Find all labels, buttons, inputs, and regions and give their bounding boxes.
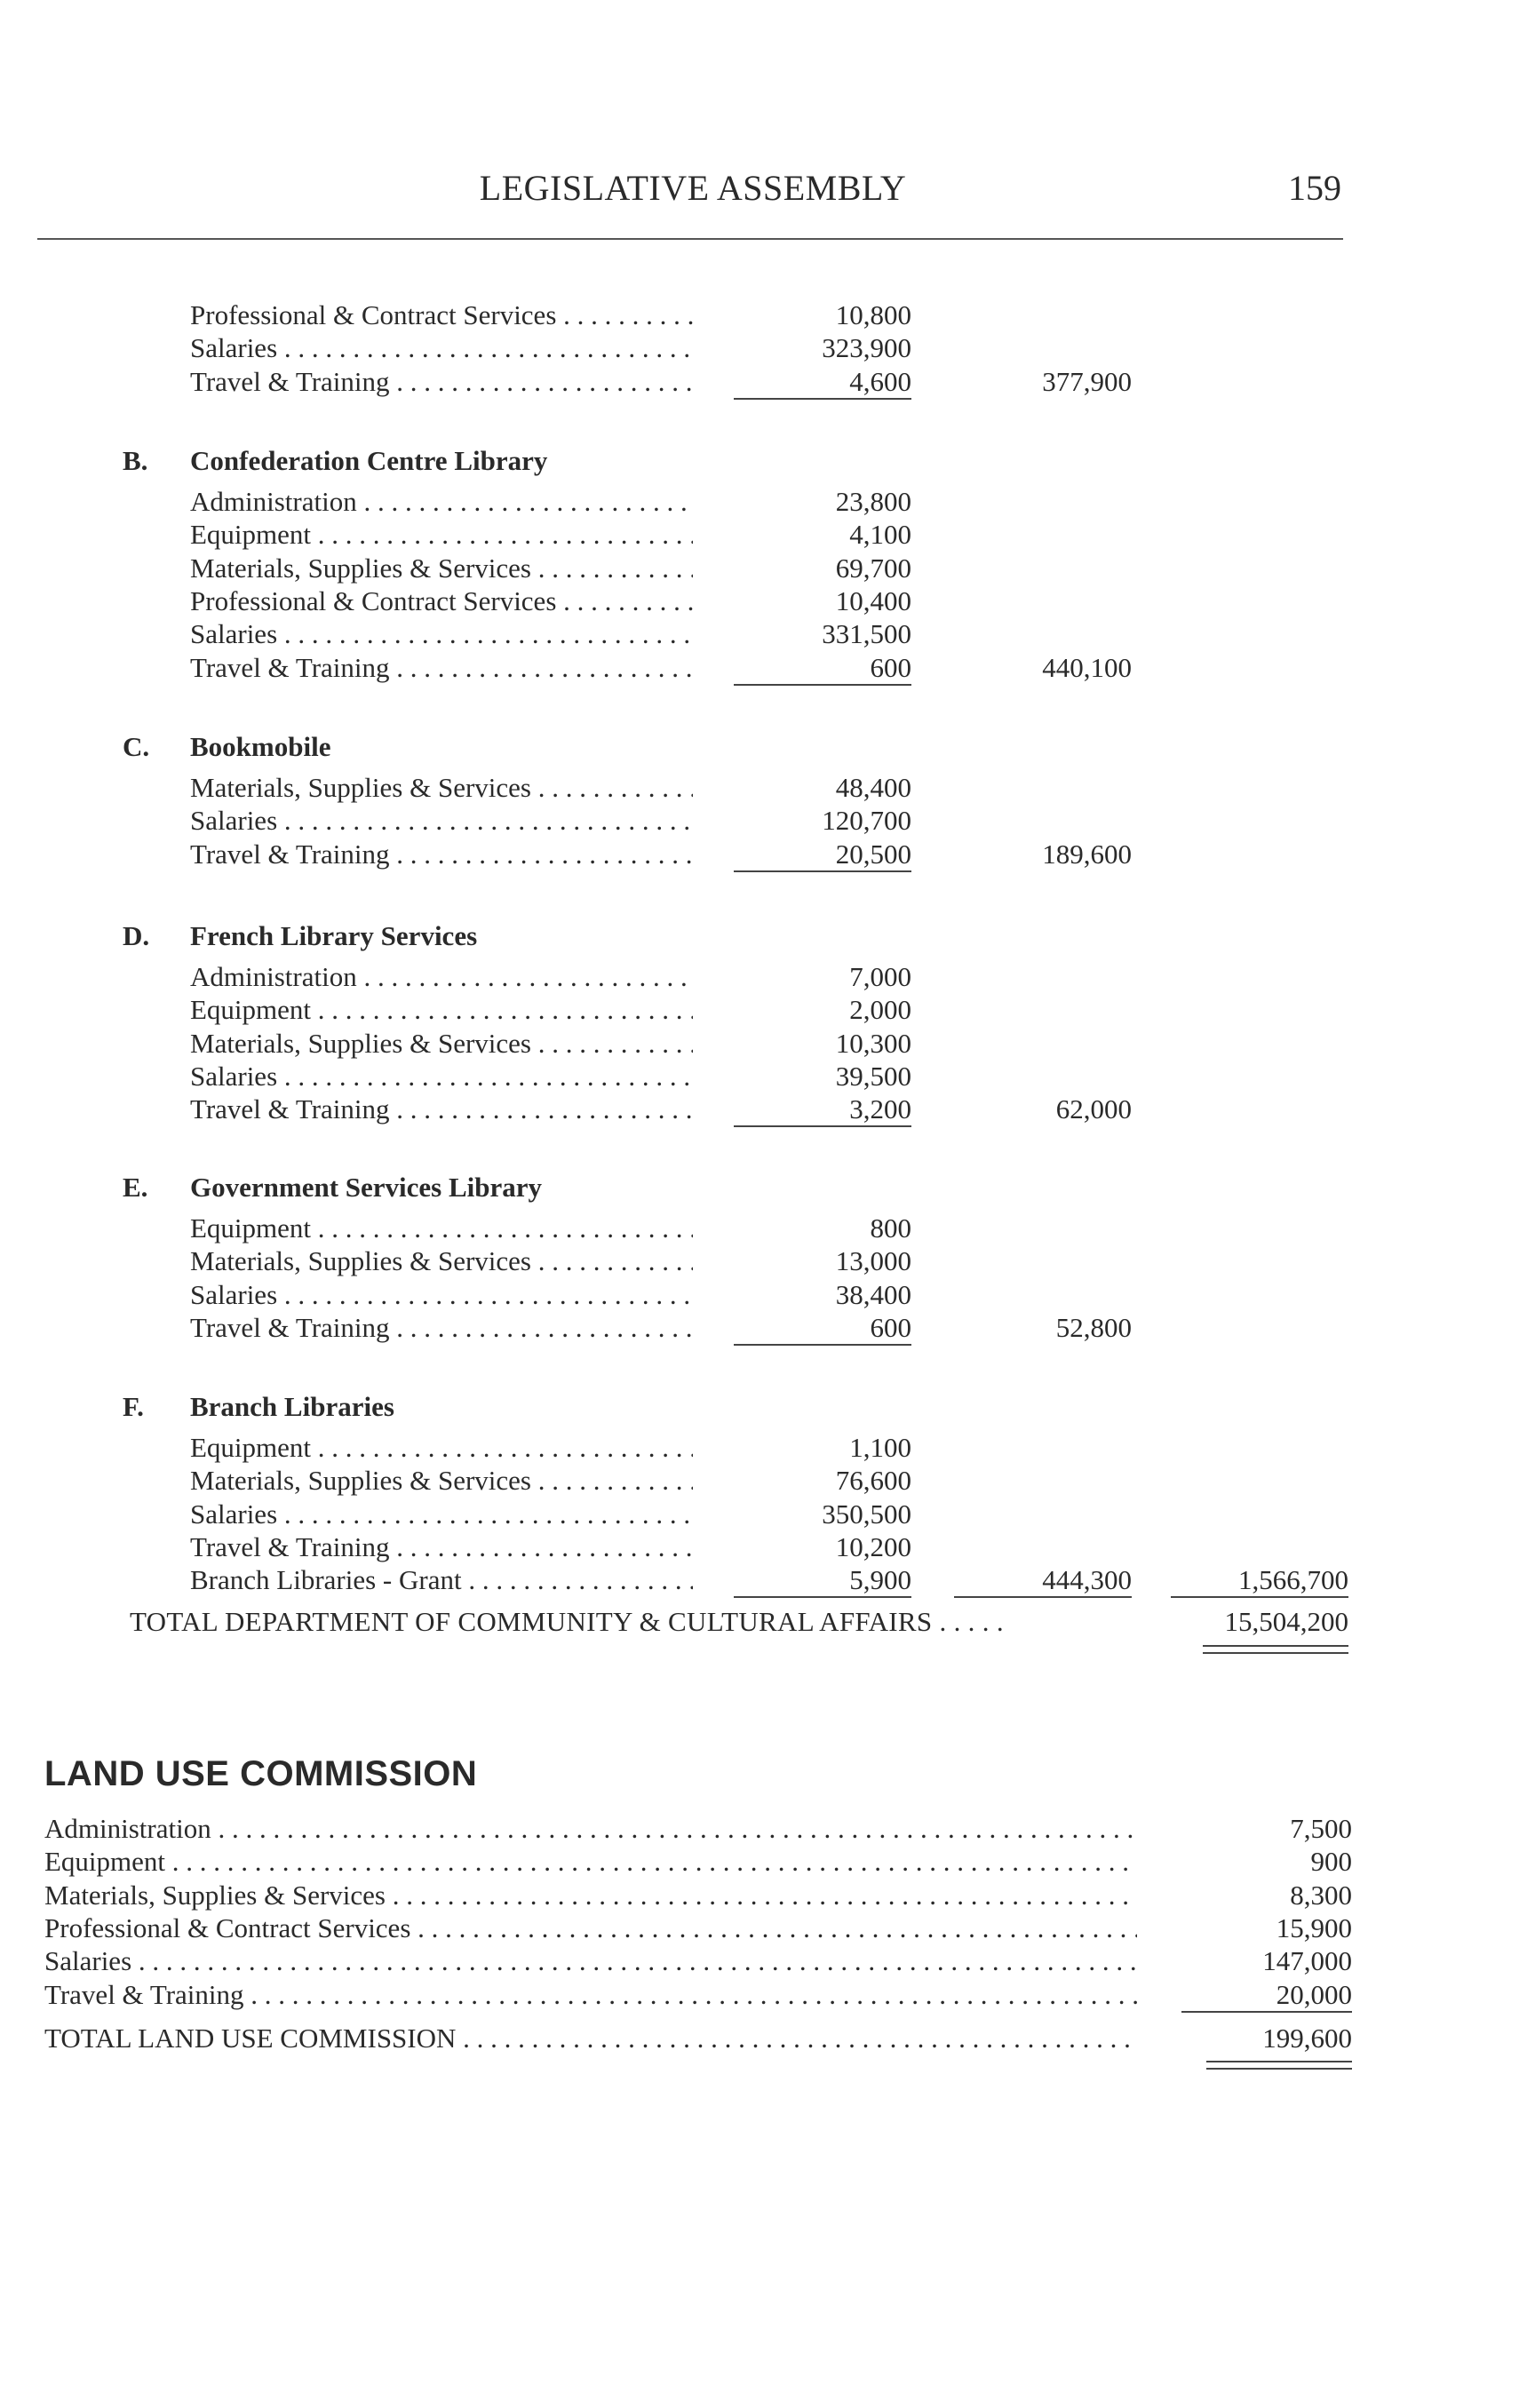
land-use-row [0,1944,1527,1977]
row-label: Salaries . . . [190,804,693,837]
land-use-label: Travel & Training . . . [44,1978,1137,2011]
land-use-row [0,1845,1527,1878]
row-amount: 331,500 [822,618,911,650]
land-use-amount: 900 [1310,1846,1352,1878]
budget-row [0,1311,1527,1344]
section-heading [0,444,1527,477]
budget-row [0,518,1527,551]
budget-row [0,298,1527,331]
row-amount: 38,400 [835,1278,911,1310]
budget-row [0,1027,1527,1060]
row-amount: 10,300 [835,1027,911,1059]
budget-row [0,651,1527,684]
budget-row [0,1278,1527,1311]
row-amount: 69,700 [835,552,911,584]
row-label: Travel & Training . . . [190,838,693,870]
land-use-row [0,1911,1527,1944]
land-use-row [0,1978,1527,2011]
row-amount: 10,400 [835,584,911,616]
section-title: Government Services Library [190,1172,543,1203]
page-number: 159 [1288,168,1341,208]
row-amount: 23,800 [835,486,911,517]
section-title: Branch Libraries [190,1391,394,1422]
section-subtotal: 189,600 [1042,838,1132,870]
section-heading [0,919,1527,952]
land-use-total-amount: 199,600 [1262,2022,1352,2054]
budget-row [0,1464,1527,1497]
row-amount: 39,500 [835,1060,911,1092]
land-use-total-row [0,2022,1527,2054]
row-label: Travel & Training . . . [190,1093,693,1125]
row-amount: 20,500 [734,838,911,872]
land-use-amount: 15,900 [1276,1911,1352,1943]
section-heading [0,1171,1527,1204]
section-subtotal: 52,800 [1055,1311,1132,1343]
row-label: Salaries . . . [190,331,693,364]
row-amount: 10,200 [835,1530,911,1562]
land-use-heading: LAND USE COMMISSION [44,1754,478,1793]
row-amount: 76,600 [835,1465,911,1497]
land-use-label: Professional & Contract Services . . . [44,1911,1137,1944]
row-label: Branch Libraries - Grant . . . [190,1563,693,1596]
land-use-amount: 8,300 [1290,1879,1352,1911]
row-amount: 350,500 [822,1498,911,1530]
row-label: Salaries . . . [190,1498,693,1530]
row-amount: 600 [734,1311,911,1346]
section-letter: B. [123,445,148,476]
row-label: Equipment . . . [190,518,693,551]
budget-row [0,1212,1527,1244]
budget-row [0,331,1527,364]
row-amount: 10,800 [835,299,911,330]
land-use-total-label: TOTAL LAND USE COMMISSION . . . [44,2022,1137,2054]
department-total-amount: 15,504,200 [1224,1606,1348,1637]
row-label: Salaries . . . [190,617,693,650]
section-title: Confederation Centre Library [190,445,548,476]
budget-row [0,960,1527,993]
section-heading [0,730,1527,763]
budget-row [0,584,1527,617]
land-use-total-double-rule [1206,2061,1352,2070]
budget-row [0,1060,1527,1093]
row-label: Materials, Supplies & Services . . . [190,552,693,584]
row-label: Materials, Supplies & Services . . . [190,1027,693,1060]
row-label: Administration . . . [190,485,693,518]
row-label: Travel & Training . . . [190,1530,693,1563]
budget-row [0,485,1527,518]
row-label: Salaries . . . [190,1278,693,1311]
budget-row [0,617,1527,650]
row-amount: 600 [734,651,911,686]
land-use-label: Materials, Supplies & Services . . . [44,1879,1137,1911]
budget-row [0,804,1527,837]
row-amount: 1,100 [849,1432,911,1463]
row-amount: 120,700 [822,805,911,837]
row-amount: 800 [870,1212,911,1244]
land-use-amount: 20,000 [1181,1978,1352,2013]
budget-row [0,1431,1527,1464]
budget-row [0,993,1527,1026]
row-label: Equipment . . . [190,1431,693,1464]
row-amount: 323,900 [822,332,911,364]
row-label: Materials, Supplies & Services . . . [190,771,693,804]
budget-row [0,1244,1527,1277]
row-label: Equipment . . . [190,1212,693,1244]
budget-row [0,552,1527,584]
group-total: 1,566,700 [1171,1563,1348,1598]
row-label: Professional & Contract Services . . . [190,298,693,331]
department-total-text: TOTAL DEPARTMENT OF COMMUNITY & CULTURAL AFFAIRS [130,1606,933,1637]
land-use-amount: 7,500 [1290,1813,1352,1844]
section-title: French Library Services [190,920,478,951]
row-label: Equipment . . . [190,993,693,1026]
section-letter: C. [123,731,150,762]
row-amount: 3,200 [734,1093,911,1127]
row-label: Travel & Training . . . [190,365,693,398]
budget-row [0,1563,1527,1596]
section-subtotal: 377,900 [1042,365,1132,397]
budget-row [0,1530,1527,1563]
section-letter: F. [123,1391,144,1422]
section-subtotal: 440,100 [1042,651,1132,683]
row-amount: 13,000 [835,1245,911,1277]
row-label: Salaries . . . [190,1060,693,1093]
land-use-label: Administration . . . [44,1812,1137,1845]
section-subtotal: 444,300 [954,1563,1132,1598]
row-label: Professional & Contract Services . . . [190,584,693,617]
department-total-label: TOTAL DEPARTMENT OF COMMUNITY & CULTURAL AFFAIRS . . . . . [130,1606,1004,1637]
row-label: Materials, Supplies & Services . . . [190,1244,693,1277]
section-letter: E. [123,1172,148,1203]
row-label: Travel & Training . . . [190,651,693,684]
header-rule [37,238,1343,240]
section-title: Bookmobile [190,731,331,762]
row-label: Travel & Training . . . [190,1311,693,1344]
land-use-amount: 147,000 [1262,1945,1352,1977]
section-letter: D. [123,920,150,951]
row-label: Materials, Supplies & Services . . . [190,1464,693,1497]
row-amount: 4,600 [734,365,911,400]
budget-row [0,771,1527,804]
row-amount: 48,400 [835,772,911,803]
row-label: Administration . . . [190,960,693,993]
section-subtotal: 62,000 [1055,1093,1132,1125]
row-amount: 5,900 [734,1563,911,1598]
budget-row [0,1093,1527,1125]
budget-row [0,838,1527,870]
page-header-title: LEGISLATIVE ASSEMBLY [479,168,907,208]
section-heading [0,1390,1527,1423]
row-amount: 2,000 [849,994,911,1026]
department-total-double-rule [1203,1645,1348,1654]
row-amount: 4,100 [849,519,911,551]
row-amount: 7,000 [849,961,911,992]
budget-row [0,365,1527,398]
land-use-row [0,1812,1527,1845]
land-use-label: Salaries . . . [44,1944,1137,1977]
land-use-label: Equipment . . . [44,1845,1137,1878]
land-use-row [0,1879,1527,1911]
budget-row [0,1498,1527,1530]
